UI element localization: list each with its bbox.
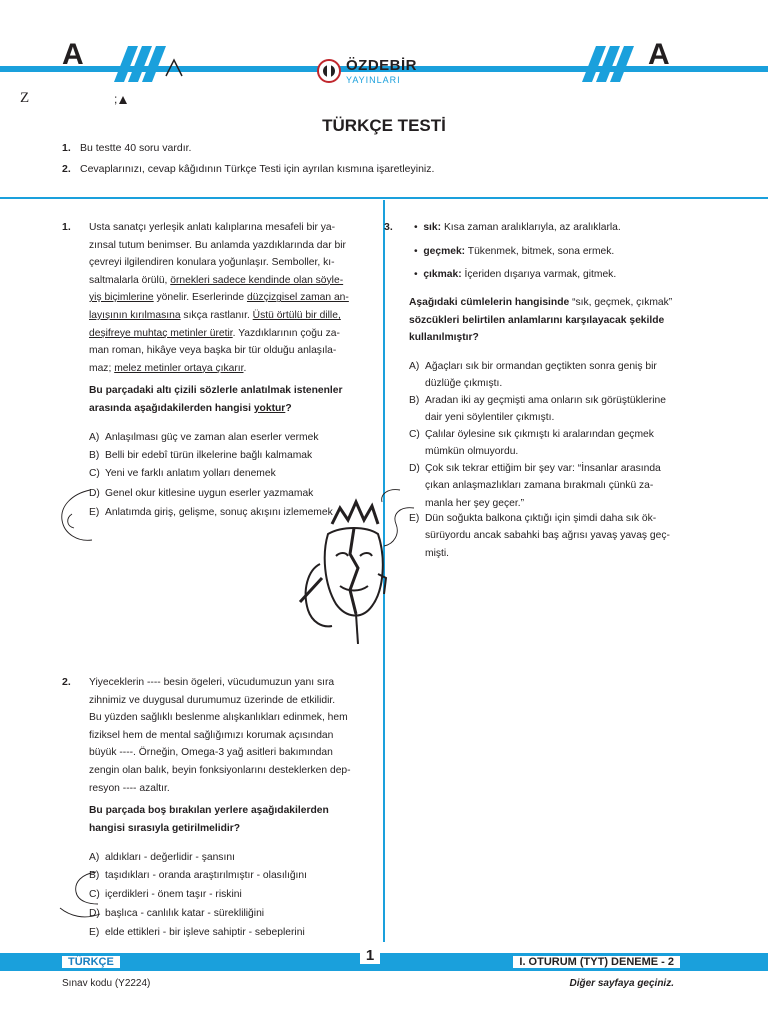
question-2-option-d[interactable]: D) başlıca - canlılık katar - sürekliliğini: [89, 908, 265, 919]
question-3-stem: Aşağıdaki cümlelerin hangisinde “sık, geçmek, çıkmak” sözcükleri belirtilen anlamlarını karşılayacak şekilde kullanılmıştır?: [409, 297, 673, 344]
header-stripes-left: [104, 46, 184, 82]
question-1-option-b[interactable]: B) Belli bir edebî türün ilkelerine bağlı kalmamak: [89, 450, 313, 461]
question-3-option-c[interactable]: C) Çalılar öylesine sık çıkmıştı ki aralarından geçmek mümkün olmuyordu.: [409, 429, 654, 458]
publisher-name: ÖZDEBİR: [346, 57, 417, 74]
publisher-subtitle: YAYINLARI: [346, 75, 401, 85]
pencil-scribble-q2: [56, 864, 108, 930]
section-divider: [0, 197, 768, 199]
question-3-option-b[interactable]: B) Aradan iki ay geçmişti ama onların sık görüştüklerine dair yeni söylentiler çıkmıştı.: [409, 395, 666, 424]
question-2-option-b[interactable]: B) taşıdıkları - oranda araştırılmıştır - olasılığını: [89, 870, 308, 881]
page-number: 1: [360, 947, 380, 964]
exam-code: Sınav kodu (Y2224): [62, 978, 151, 989]
booklet-letter-left: A: [62, 38, 84, 71]
question-2-option-c[interactable]: C) içerdikleri - önem taşır - riskini: [89, 889, 242, 900]
question-1-passage: Usta sanatçı yerleşik anlatı kalıplarına mesafeli bir ya- zınsal tutum benimser. Bu anlamda yazdıklarında dar bir çevreyi ilgilendiren konulara yoğunlaşır. Semboller, kı- saltmalarla örülü, örnekleri sadece kendinde olan söyle- yiş biçimlerine yönelir. Eserlerinde düzçizgisel zaman an- layışının kırılmasına sıkça rastlanır. Üstü örtülü bir dille, deşifreye muhtaç metinler üretir. Yazdıklarının çoğu za- man roman, hikâye veya başka bir tür olduğu anlaşıla- maz; melez metinler ortaya çıkarır.: [89, 222, 349, 374]
question-2-number: 2.: [62, 676, 71, 688]
next-page-note: Diğer sayfaya geçiniz.: [569, 978, 674, 989]
question-1-option-c[interactable]: C) Yeni ve farklı anlatım yolları denemek: [89, 468, 276, 479]
question-1-option-a[interactable]: A) Anlaşılması güç ve zaman alan eserler vermek: [89, 432, 319, 443]
question-1-stem: Bu parçadaki altı çizili sözlerle anlatılmak istenenler arasında aşağıdakilerden hangisi yoktur?: [89, 385, 343, 414]
publisher-emblem-icon: [316, 58, 342, 84]
publisher-logo: [316, 56, 446, 90]
instruction-1: 1. Bu testte 40 soru vardır.: [62, 142, 192, 154]
question-2-option-e[interactable]: E) elde ettikleri - bir işleve sahiptir - sebeplerini: [89, 927, 305, 938]
ink-blot-icon: [117, 94, 129, 106]
question-3-option-a[interactable]: A) Ağaçları sık bir ormandan geçtikten sonra geniş bir düzlüğe çıkmıştı.: [409, 361, 657, 390]
mask-illustration: [292, 494, 412, 644]
question-1-option-e[interactable]: E) Anlatımda giriş, gelişme, sonuç akışını izlememek: [89, 507, 333, 518]
header-stripes-right: [578, 46, 648, 82]
question-1-number: 1.: [62, 221, 71, 233]
pencil-scribble-q1: [52, 484, 102, 548]
test-title: TÜRKÇE TESTİ: [322, 116, 446, 135]
handwritten-mark-z: Z: [20, 90, 30, 106]
question-3-option-e[interactable]: E) Dün soğukta balkona çıktığı için şimdi daha sık ök- sürüyordu ancak sabahki baş ağrısı yavaş yavaş geç- mişti.: [409, 513, 670, 559]
question-2-stem: Bu parçada boş bırakılan yerlere aşağıdakilerden hangisi sırasıyla getirilmelidir?: [89, 805, 329, 834]
question-3-number: 3.: [384, 221, 393, 233]
instruction-2: 2. Cevaplarınızı, cevap kâğıdının Türkçe Testi için ayrılan kısmına işaretleyiniz.: [62, 163, 435, 175]
question-2-passage: Yiyeceklerin ---- besin ögeleri, vücudumuzun yanı sıra zihnimiz ve duygusal durumumuz üzerinde de etkilidir. Bu yüzden sağlıklı beslenme alışkanlıkları edinmek, hem fiziksel hem de mental sağlığımızı korumak açısından büyük ----. Örneğin, Omega-3 yağ asitleri bakımından zengin olan balık, beyin fonksiyonlarını desteklerken dep- resyon ---- azaltır.: [89, 677, 351, 794]
footer-exam-title: I. OTURUM (TYT) DENEME - 2: [513, 956, 680, 968]
handwritten-mark: ;: [114, 92, 129, 106]
question-3-option-d[interactable]: D) Çok sık tekrar ettiğim bir şey var: “İnsanlar arasında çıkan anlaşmazlıkları zamana bırakmalı çünkü za- manla her şey geçer.”: [409, 463, 661, 509]
booklet-letter-right: A: [648, 38, 670, 71]
footer-subject: TÜRKÇE: [62, 956, 120, 968]
question-1-option-d[interactable]: D) Genel okur kitlesine uygun eserler yazmamak: [89, 488, 314, 499]
question-2-option-a[interactable]: A) aldıkları - değerlidir - şansını: [89, 852, 235, 863]
question-3-definitions: • sık: Kısa zaman aralıklarıyla, az aralıklarla. • geçmek: Tükenmek, bitmek, sona ermek. • çıkmak: İçeriden dışarıya varmak, gitmek.: [414, 222, 621, 281]
